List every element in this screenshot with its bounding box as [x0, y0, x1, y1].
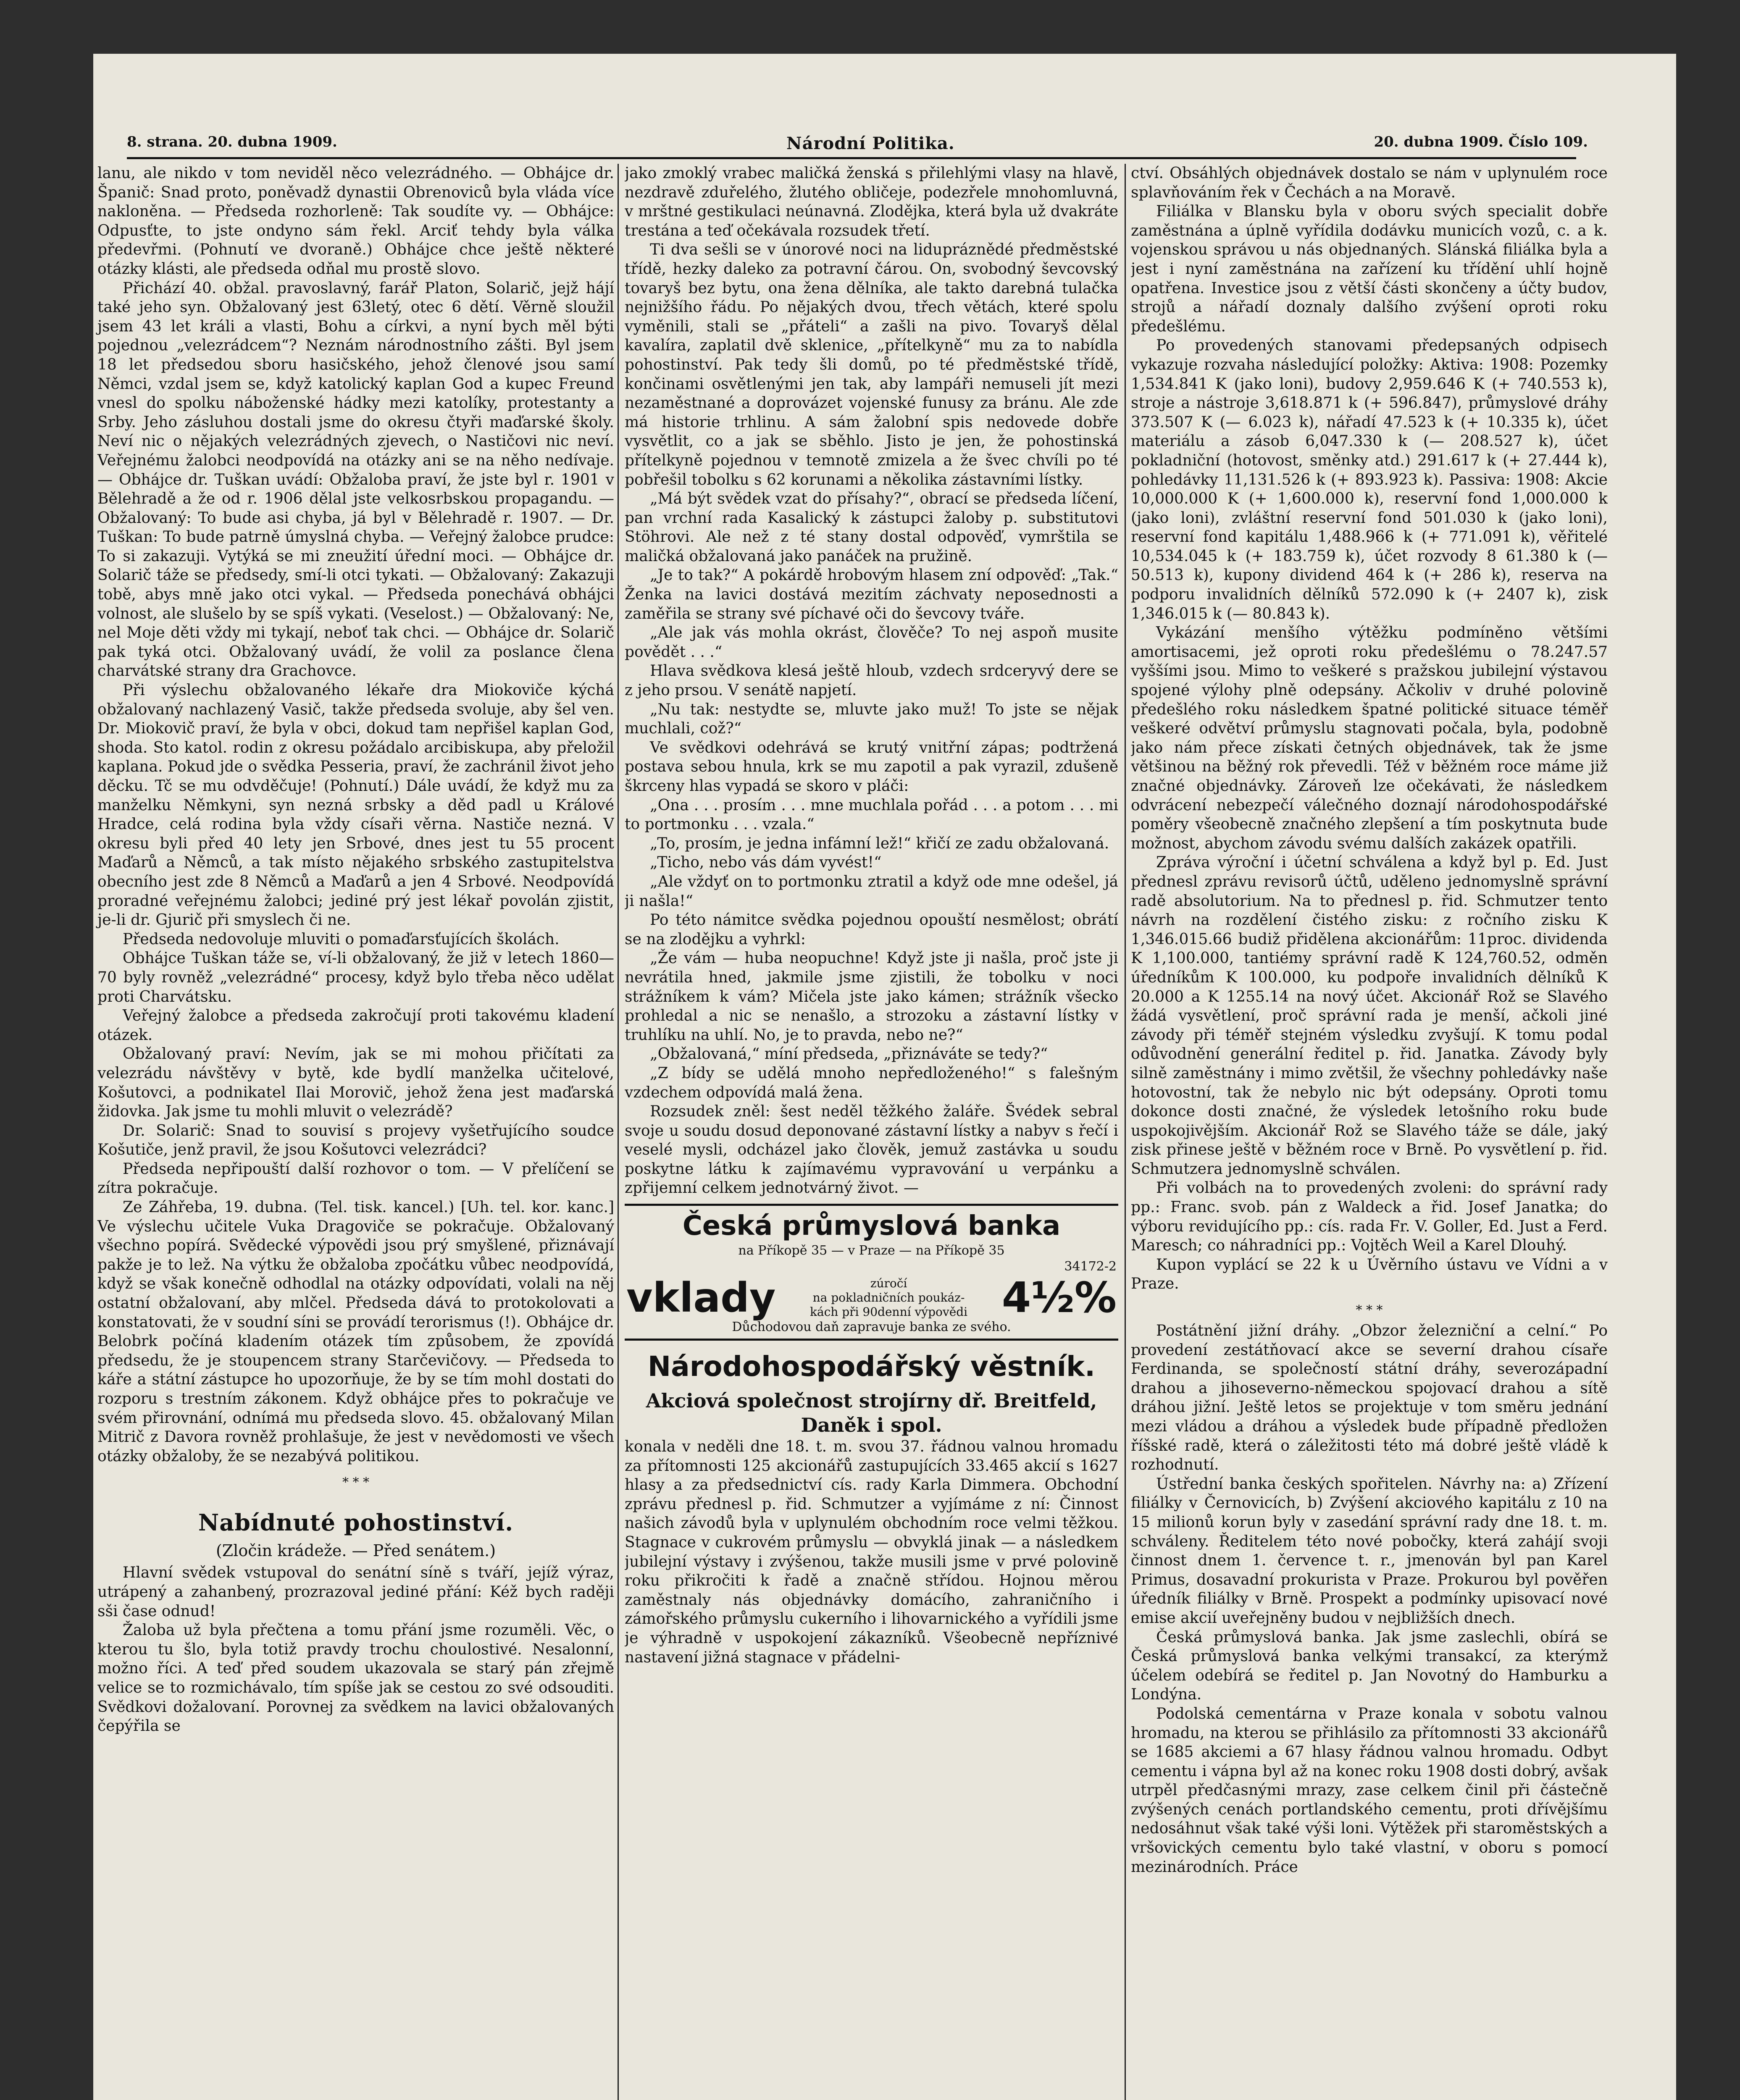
paragraph: Filiálka v Blansku byla v oboru svých specialit dobře zaměstnána a úplně vyřídila dodávku municích vozů, c. a k. vojenskou správou u nás objednaných. Slánská filiálka byla a jest i nyní zaměstnána na zařízení ku třídění uhlí hojně opatřena. Investice jsou z větší části skončeny a účty budov, strojů a nářadí doznaly dalšího zvýšení oproti roku předešlému.	[1131, 203, 1608, 335]
bank-ad-phone: 34172-2	[1064, 1259, 1117, 1274]
paragraph: lanu, ale nikdo v tom neviděl něco velezrádného. — Obhájce dr. Španič: Snad proto, poněvadž dynastii Obrenoviců byla vláda více nakloněna. — Předseda rozhorleně: Tak soudíte vy. — Obhájce: Odpusťte, to jste ondyno sám řekl. Arciť tehdy byla válka předevřmi. (Pohnutí ve dvoraně.) Obhájce chce ještě některé otázky klásti, ale předseda odňal mu prostě slovo.	[97, 165, 614, 278]
paragraph: Zpráva výroční i účetní schválena a když byl p. Ed. Just přednesl zprávu revisorů účtů, uděleno jednomyslně správní radě absolutorium. Na to přednesl p. řid. Schmutzer tento návrh na rozdělení čistého zisku: z ročního zisku K 1,346.015.66 budiž přidělena akcionářům: 11proc. dividenda K 1,100.000, tantiémy správní radě K 124,760.52, odměn úředníkům K 100.000, ku podpoře invalidních dělníků K 20.000 a K 1255.14 na nový účet. Akcionář Rož se Slavého žádá vysvětlení, proč správní rada je menší, ačkoli jiné závody při téměř stejném výsledku zvyšují. K tomu podal odůvodnění generální ředitel p. řid. Janatka. Závody byly silně zaměstnány i mimo zvětšil, že všechny pohledávky naše hotovostní, tak že nebylo nic být odepsány. Oproti tomu dokonce dosti značné, že výsledek letošního roku bude uspokojivějším. Akcionář Rož se Slavého táže se dále, jaký zisk přinese ještě v běžném roce v Brně. Po vysvětlení p. řid. Schmutzera jednomyslně schválen.	[1131, 854, 1608, 1178]
bank-ad-terms	[810, 1276, 967, 1319]
header-rule	[127, 157, 1576, 159]
paragraph: Obžalovaný praví: Nevím, jak se mi mohou přičítati za velezrádu návštěvy v bytě, kde bydlí manželka učitelové, Košutovci, a podnikatel Ilai Morovič, jehož žena jest maďarská židovka. Jak jsme tu mohli mluvit o velezrádě?	[97, 1045, 614, 1121]
masthead-title: Národní Politika.	[786, 134, 955, 153]
paragraph: Kupon vyplácí se 22 k u Úvěrního ústavu ve Vídni a v Praze.	[1131, 1256, 1608, 1293]
paragraph: „Z bídy se udělá mnoho nepředloženého!“ s falešným vzdechem odpovídá malá žena.	[625, 1064, 1118, 1101]
paragraph: „Má být svědek vzat do přísahy?“, obrací se předseda líčení, pan vrchní rada Kasalický k zástupci žaloby p. substitutovi Stöhrovi. Ale než z té stany dostal odpověď, vymrštila se maličká obžalovaná jako panáček na pružině.	[625, 490, 1118, 565]
bank-advertisement	[625, 1204, 1118, 1341]
paragraph: Předseda nepřipouští další rozhovor o tom. — V přelíčení se zítra pokračuje.	[97, 1160, 614, 1197]
paragraph: Postátnění jižní dráhy. „Obzor železniční a celní.“ Po provedení zestátňovací akce se severní drahou císaře Ferdinanda, se společností státní dráhy, severozápadní drahou a jihoseverno-německou spojovací drahou a sítě dráhou jižní. Ještě letos se projektuje v tom směru jednání mezi vládou a dráhou a výsledek bude případně předložen říšské radě, která o záležitosti této má dobré ještě vládě k rozhodnutí.	[1131, 1322, 1608, 1474]
section-heading: Národohospodářský věstník.	[647, 1350, 1096, 1383]
paragraph: Při volbách na to provedených zvoleni: do správní rady pp.: Franc. svob. pán z Waldeck a řid. Josef Janatka; do výboru revidujícího pp.: cís. rada Fr. V. Goller, Ed. Just a Ferd. Maresch; co náhradníci pp.: Vojtěch Weil a Karel Dlouhý.	[1131, 1179, 1608, 1255]
paragraph: Dr. Solarič: Snad to souvisí s projevy vyšetřujícího soudce Košutiče, jenž pravil, že jsou Košutovci velezrádci?	[97, 1122, 614, 1159]
paragraph: konala v neděli dne 18. t. m. svou 37. řádnou valnou hromadu za přítomnosti 125 akcionářů zastupujících 33.465 akcií s 1627 hlasy a za předsednictví cís. rady Karla Dimmera. Obchodní zprávu přednesl p. řid. Schmutzer a vyjímáme z ní: Činnost našich závodů byla v uplynulém obchodním roce velmi těžkou. Stagnace v cukrovém průmyslu — obvyklá jinak — a následkem jubilejní výstavy i zvýšenou, takže musili jsme v prvé polovině roku přikročiti k řadě a značně střídou. Hojnou měrou zaměstnaly nás objednávky domácího, zahraničního i zámořského průmyslu cukerního i lihovarnického a vyřídili jsme je výhradně v uspokojení zákazníků. Všeobecně nepříznivé nastavení jižná stagnace v přádelni-	[625, 1438, 1118, 1666]
paragraph: Při výslechu obžalovaného lékaře dra Miokoviče kýchá obžalovaný nachlazený Vasič, takže předseda svoluje, aby šel ven. Dr. Miokovič praví, že byla v obci, dokud tam nepřišel kaplan God, shoda. Sto katol. rodin z okresu požádalo arcibiskupa, aby přeložil kaplana. Pokud jde o svědka Pesseria, praví, že zachránil život jeho děcku. Tč se mu odvděčuje! (Pohnutí.) Dále uvádí, že když mu za manželku Němkyni, syn nezná srbsky a děd padl u Králové Hradce, celá rodina byla vždy císaři věrna. Nastiče nezná. V okresu byli před 40 lety jen Srbové, dnes jest tu 55 procent Maďarů a Němců, a tak místo nějakého srbského zastupitelstva obecního jest zde 8 Němců a Maďarů a jen 4 Srbové. Neodpovídá proradné veřejnému žalobci; jediné prý jest lékař povolán zjistit, je-li dr. Gjurič při smyslech či ne.	[97, 682, 614, 929]
paragraph: ctví. Obsáhlých objednávek dostalo se nám v uplynulém roce splavňováním řek v Čechách a na Moravě.	[1131, 165, 1608, 201]
column-2	[625, 164, 1118, 2100]
bank-ad-term-2: na pokladničních poukáz-	[812, 1291, 965, 1305]
paragraph: Žaloba už byla přečtena a tomu přání jsme rozuměli. Věc, o kterou tu šlo, byla totiž pravdy trochu choulostivé. Nesalonní, možno říci. A teď před soudem ukazovala se starý pán zřejmě velice se to rozmichávalo, tím spíše jak se cestou zo své odsouditi. Svědkovi dožalovaní. Porovnej za svědkem na lavici obžalovaných čepýřila se	[97, 1622, 614, 1735]
bank-ad-term-1: zúročí	[870, 1276, 907, 1291]
paragraph: Hlava svědkova klesá ještě hloub, vzdech srdceryvý dere se z jeho prsou. V senátě napjetí.	[625, 662, 1118, 699]
section-separator: * * *	[1356, 1303, 1383, 1318]
paragraph: Ti dva sešli se v únorové noci na lidupráznědé předměstské třídě, hezky daleko za potravní čárou. On, svobodný ševcovský tovaryš bez bytu, ona žena dělníka, ale takto darebná tulačka nejnižšího řádu. Po nějakých dvou, třech větách, které spolu vyměnili, stali se „přáteli“ a zašli na pivo. Tovaryš dělal kavalíra, zaplatil dvě sklenice, „přítelkyně“ mu za to nabídla pohostinství. Pak tedy šli domů, po té předměstské třídě, končinami osvětlenými jen tak, aby lampáři nemuseli jít mezi nezaměstnané a doprovázet vojenské funusy za bránu. Ale zde má historie trhlinu. A sám žalobní spis nedovede dobře vysvětlit, co a jak se sběhlo. Jisto je jen, že pohostinská přítelkyně pojednou v temnotě zmizela a že švec chvíli po té pobřešil tobolku s 62 korunami a několika zástavními lístky.	[625, 241, 1118, 488]
bank-ad-title: Česká průmyslová banka	[682, 1210, 1061, 1242]
newspaper-page	[93, 54, 1676, 2100]
paragraph: „Je to tak?“ A pokárdě hrobovým hlasem zní odpověď: „Tak.“ Ženka na lavici dostává mezitím záchvaty neposednosti a zaměřila se strany své píchavé oči do ševcovy tváře.	[625, 567, 1118, 622]
bank-ad-offer	[626, 1273, 1117, 1323]
paragraph: Podolská cementárna v Praze konala v sobotu valnou hromadu, na kterou se přihlásilo za přítomnosti 33 akcionářů se 1685 akciemi a 67 hlasy řádnou valnou hromadu. Odbyt cementu i vápna byl až na konec roku 1908 dosti dobrý, avšak utrpěl předčasnými mrazy, zase celkem činil při částečně zvýšených cenách portlandského cementu, proti dřívějšímu nedosáhnut však také výši loni. Výtěžek při staroměstských a vršovických cementu bylo také vlastní, v oboru s pomocí mezinárodních. Práce	[1131, 1705, 1608, 1876]
bank-ad-rate: 4½%	[1001, 1273, 1117, 1323]
bank-ad-deposits: vklady	[626, 1274, 776, 1322]
paragraph: Ústřední banka českých spořitelen. Návrhy na: a) Zřízení filiálky v Černovicích, b) Zvýšení akciového kapitálu z 10 na 15 milionů korun byly v zasedání správní rady dne 18. t. m. schváleny. Ředitelem této nové pobočky, která zahájí svoji činnost dnem 1. července t. r., jmenován byl pan Karel Primus, dosavadní prokurista v Praze. Prokurou byl pověřen úředník filiálky v Brně. Prospekt a podmínky upisovací nové emise akcií uveřejněny budou v nejbližších dnech.	[1131, 1475, 1608, 1627]
paragraph: „Ticho, nebo vás dám vyvést!“	[650, 854, 882, 872]
paragraph: Rozsudek zněl: šest neděl těžkého žaláře. Švédek sebral svoje u soudu dosud deponované zástavní lístky a nabyv s řečí i veselé mysli, odcházel jako člověk, jemuž zastávka u soudu poskytne látku k zajímavému vypravování u verpánku a zpřijemní celkem jednotvárný život. —	[625, 1103, 1118, 1197]
bank-ad-term-3: kách při 90denní výpovědi	[810, 1305, 968, 1319]
paragraph: Ze Záhřeba, 19. dubna. (Tel. tisk. kancel.) [Uh. tel. kor. kanc.] Ve výslechu učitele Vuka Dragoviče se pokračuje. Obžalovaný všechno popírá. Svědecké výpovědi jsou prý smyšlené, přiznávají pakže je to lež. Na výtku že obžaloba zpočátku vůbec neodpovídá, když se však konečně odhodlal na otázky odpovídati, volali na něj ostatní obžalovaní, aby mlčel. Předseda dává to protokolovati a konstatovati, že v soudní síni se provádí terorismus (!). Obhájce dr. Belobrk počíná kladením otázek tím způsobem, že zpovídá předsedu, že je stoupencem strany Starčevičovy. — Předseda to káře a státní zástupce ho upozorňuje, že by se tím mohl dostati do rozporu s trestním zákonem. Když obhájce přes to pokračuje ve svém přirovnání, odnímá mu předseda slovo. 45. obžalovaný Milan Mitrič z Davora rovněž prohlašuje, že jest v nevědomosti ve všech otázky obžaloby, že se nezabývá politikou.	[97, 1199, 614, 1465]
column-divider-1	[618, 164, 619, 2100]
article-title: Akciová společnost strojírny dř. Breitfeld, Daněk i spol.	[646, 1389, 1097, 1437]
paragraph: Česká průmyslová banka. Jak jsme zaslechli, obírá se Česká průmyslová banka velkými transakcí, za kterýmž účelem odebírá se ředitel p. Jan Novotný do Hamburku a Londýna.	[1131, 1628, 1608, 1704]
paragraph: „Ale vždyť on to portmonku ztratil a když ode mne odešel, já ji našla!“	[625, 873, 1118, 910]
column-1	[93, 164, 614, 2100]
paragraph: „Ale jak vás mohla okrást, člověče? To nej aspoň musite povědět . . .“	[625, 624, 1118, 661]
paragraph: „Nu tak: nestydte se, mluvte jako muž! To jste se nějak muchlali, což?“	[625, 701, 1118, 738]
paragraph: „Ona . . . prosím . . . mne muchlala pořád . . . a potom . . . mi to portmonku . . . vzala.“	[625, 796, 1118, 833]
column-3	[1131, 164, 1608, 2100]
page-header	[93, 134, 1676, 159]
header-right: 20. dubna 1909. Číslo 109.	[1374, 134, 1588, 150]
bank-ad-footnote: Důchodovou daň zapravuje banka ze svého.	[732, 1320, 1011, 1335]
paragraph: Po provedených stanovami předepsaných odpisech vykazuje rozvaha následující položky: Aktiva: 1908: Pozemky 1,534.841 K (jako loni), budovy 2,959.646 K (+ 740.553 k), stroje a nástroje 3,618.871 k (+ 596.847), průmyslové dráhy 373.507 K (— 6.023 k), nářadí 47.523 k (+ 10.335 k), účet materiálu a zásob 6,047.330 k (— 208.527 k), účet pokladniční (hotovost, směnky atd.) 291.617 k (+ 27.444 k), pohledávky 11,131.526 k (+ 893.923 k). Passiva: 1908: Akcie 10,000.000 K (+ 1,600.000 k), reservní fond 1,000.000 k (jako loni), zvláštní reservní fond 501.030 k (jako loni), reservní fond kapitálu 1,488.966 k (+ 771.091 k), věřitelé 10,534.045 k (+ 183.759 k), účet rozvody 8 61.380 k (— 50.513 k), kupony dividend 464 k (+ 286 k), reserva na podporu invalidních dělníků 572.090 k (+ 2407 k), zisk 1,346.015 k (— 80.843 k).	[1131, 337, 1608, 622]
section-separator: * * *	[342, 1475, 370, 1490]
paragraph: Předseda nedovoluje mluviti o pomaďarsťujících školách.	[123, 930, 560, 948]
paragraph: „Obžalovaná,“ míní předseda, „přiznáváte se tedy?“	[650, 1045, 1048, 1063]
header-left: 8. strana. 20. dubna 1909.	[127, 134, 337, 150]
paragraph: Přichází 40. obžal. pravoslavný, farář Platon, Solarič, jejž hájí také jeho syn. Obžalovaný jest 63letý, otec 6 dětí. Věrně sloužil jsem 43 let králi a vlasti, Bohu a církvi, a nyní bych měl býti pojednou „velezrádcem“? Neznám národnostního zášti. Byl jsem 18 let předsedou sboru hasičského, jehož členové jsou samí Němci, vzdal jsem se, když katolický kaplan God a kupec Freund vnesl do spolku náboženské hádky mezi katolíky, protestanty a Srby. Jeho zásluhou dostali jsme do okresu čtyři maďarské školy. Neví nic o nějakých velezrádných zjevech, o Nastičovi nic neví. Veřejnému žalobci neodpovídá na otázky ani se na něho nedívaje. — Obhájce dr. Tuškan uvádí: Obžaloba praví, že jste byl r. 1901 v Bělehradě a že od r. 1906 dělal jste velkosrbskou propagandu. — Obžalovaný: To bude asi chyba, já byl v Bělehradě r. 1907. — Dr. Tuškan: To bude patrně úmyslná chyba. — Veřejný žalobce prudce: To si zakazuji. Vytýká se mi zneužití úřední moci. — Obhájce dr. Solarič táže se předsedy, smí-li otci tykati. — Obžalovaný: Zakazuji tobě, abys mně jako otci vykal. — Předseda ponechává obhájci volnost, ale slušelo by se spíš vykati. (Veselost.) — Obžalovaný: Ne, nel Moje děti vždy mi tykají, neboť tak chci. — Obhájce dr. Solarič pak tyká otci. Obžalovaný uvádí, že volil za poslance člena charvátské strany dra Grachovce.	[97, 279, 614, 680]
article-subtitle: (Zločin krádeže. — Před senátem.)	[216, 1541, 496, 1560]
article-title: Nabídnuté pohostinství.	[198, 1509, 514, 1536]
bank-ad-address: na Příkopě 35 — v Praze — na Příkopě 35	[738, 1243, 1005, 1258]
paragraph: Veřejný žalobce a předseda zakročují proti takovému kladení otázek.	[97, 1007, 614, 1044]
paragraph: Po této námitce svědka pojednou opouští nesmělost; obrátí se na zlodějku a vyhrkl:	[625, 911, 1118, 948]
paragraph: Obhájce Tuškan táže se, ví-li obžalovaný, že již v letech 1860—70 byly rovněž „velezrádné“ procesy, když bylo třeba něco udělat proti Charvátsku.	[97, 950, 614, 1005]
column-divider-2	[1125, 164, 1126, 2100]
paragraph: jako zmoklý vrabec maličká ženská s přilehlými vlasy na hlavě, nezdravě zduřelého, žlutého obličeje, podezřele mnohomluvná, v mrštné gestikulaci neúnavná. Zlodějka, která byla už dvakráte trestána a teď očekávala rozsudek třetí.	[625, 165, 1118, 239]
paragraph: Vykázání menšího výtěžku podmíněno většími amortisacemi, jež oproti roku předešlému o 78.247.57 vyššími jsou. Mimo to veškeré s pražskou jubilejní výstavou spojené výlohy plně odepsány. Ačkoliv v druhé polovině předešlého roku následkem špatné politické situace téměř veškeré odvětví průmyslu stagnovati počala, byla, podobně jako nám přece získati četných objednávek, tak že jsme většinou na běžný rok převedli. Též v běžném roce máme již značné objednávky. Zároveň lze očekávati, že následkem odvrácení nebezpečí válečného doznají národohospodářské poměry všeobecně značného zlepšení a tím poskytnuta bude možnost, abychom závodu svému dalších zakázek opatřili.	[1131, 624, 1608, 852]
paragraph: „Že vám — huba neopuchne! Když jste ji našla, proč jste ji nevrátila hned, jakmile jsme zjistili, že tobolku v noci strážníkem k vám? Mičela jste jako kámen; strážník všecko prohledal a nic se nenašlo, a strozoku a zástavní lístky v truhlíku na uhlí. No, je to pravda, nebo ne?“	[625, 950, 1118, 1044]
paragraph: „To, prosím, je jedna infámní lež!“ křičí ze zadu obžalovaná.	[650, 835, 1109, 852]
paragraph: Ve svědkovi odehrává se krutý vnitřní zápas; podtržená postava sebou hnula, krk se mu zapotil a pak vyrazil, zdušeně škrceny hlas vypadá se skoro v pláči:	[625, 739, 1118, 795]
paragraph: Hlavní svědek vstupoval do senátní síně s tváří, jejíž výraz, utrápený a zahanbený, prozrazoval jediné přání: Kéž bych raději sši čase odnud!	[97, 1564, 614, 1620]
